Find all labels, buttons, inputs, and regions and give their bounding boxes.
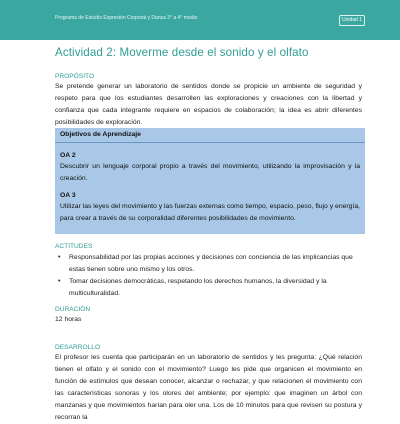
attitudes-label: ACTITUDES [55, 243, 93, 250]
activity-title: Actividad 2: Moverme desde el sonido y el olfato [55, 46, 309, 59]
list-item [55, 252, 365, 276]
objectives-box [55, 128, 365, 234]
purpose-text: Se pretende generar un laboratorio de sentidos donde se propicie un ambiente de seguridad y respeto para que los estudiantes desarrollen las exploraciones y creaciones con la libertad y confianza que cada integrante requiere en espacios de colaboración; la idea es abrir diferentes posibilidades de exploración. [55, 83, 362, 126]
program-title: Programa de Estudio Expresión Corporal y Danza 3° a 4° medio [55, 15, 198, 21]
unit-badge: Unidad 1 [339, 15, 365, 26]
bullet-icon: • [58, 278, 61, 285]
attitude-text: Tomar decisiones democráticas, respetando los derechos humanos, la diversidad y la multiculturalidad. [69, 278, 327, 297]
purpose-label: PROPÓSITO [55, 73, 95, 80]
bullet-icon: • [58, 254, 61, 261]
development-text: El profesor les cuenta que participarán en un laboratorio de sentidos y les pregunta: ¿Qué relación tienen el olfato y el sonido con el movimiento? Luego les pide que organicen el movimiento en función de estímulos que desean conocer, alcanzar o rechazar, y que relacionen el movimiento con las características sonoras y los olores del ambiente; por ejemplo: que imaginen un árbol con manzanas y que movimientos harían para oler una. Los de 10 minutos para que revisen su postura y recorran la [55, 354, 362, 421]
oa2-label: OA 2 [60, 152, 76, 159]
header-bar [0, 0, 400, 40]
oa3-label: OA 3 [60, 192, 76, 199]
oa3-text: Utilizar las leyes del movimiento y las fuerzas externas como tiempo, espacio, peso, flujo y energía, para crear a través de su corporalidad diferentes posibilidades de movimiento. [60, 203, 360, 222]
duration-value: 12 horas [55, 316, 82, 323]
attitudes-list [55, 252, 365, 300]
objectives-header [55, 128, 365, 143]
duration-label: DURACIÓN [55, 306, 91, 313]
development-label: DESARROLLO [55, 344, 101, 351]
oa2-text: Descubrir un lenguaje corporal propio a través del movimiento, utilizando la improvisación y la creación. [60, 163, 360, 182]
attitude-text: Responsabilidad por las propias acciones y decisiones con conciencia de las implicancias que estas tienen sobre uno mismo y los otros. [69, 254, 353, 273]
objectives-title: Objetivos de Aprendizaje [60, 131, 141, 138]
list-item [55, 276, 365, 300]
